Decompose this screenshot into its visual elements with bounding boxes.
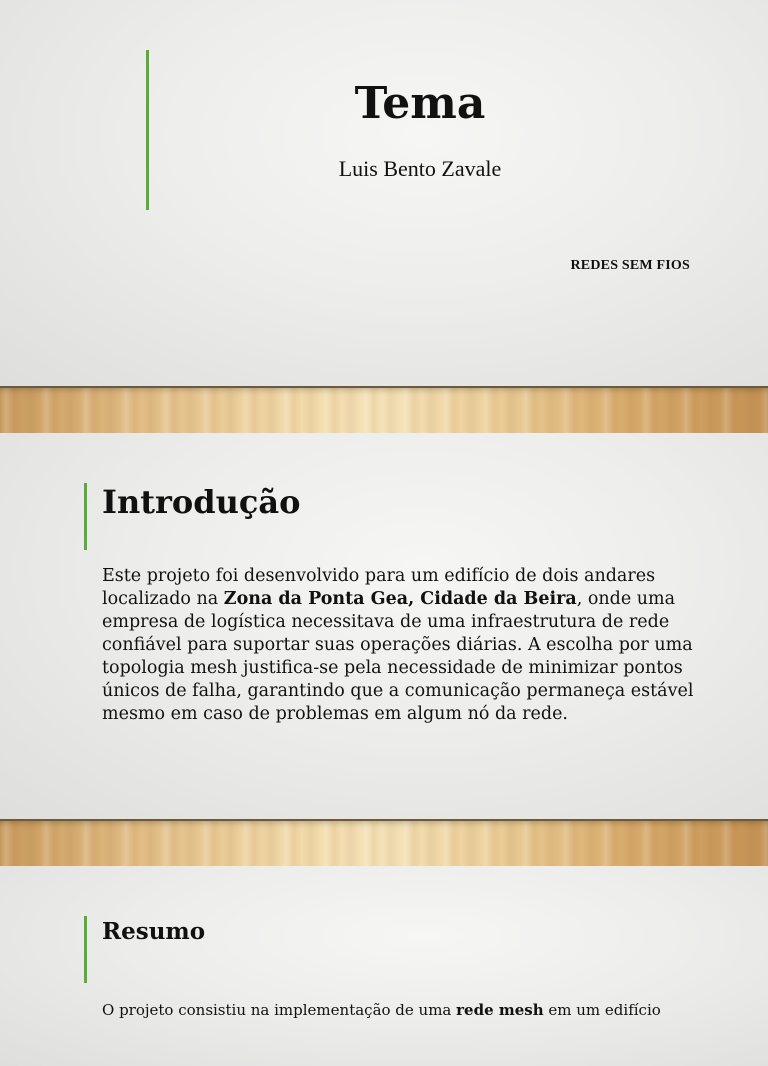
paragraph-text: O projeto consistiu na implementação de uma (102, 1001, 457, 1019)
author-name: Luis Bento Zavale (338, 156, 502, 181)
slide-title-text: Tema (354, 78, 486, 129)
summary-paragraph (102, 1000, 717, 1020)
paragraph-text: , onde uma empresa de logística necessitava de uma infraestrutura de rede confiável para suportar suas operações diárias. A escolha por uma topologia mesh justifica-se pela necessidade de minimizar pontos únicos de falha, garantindo que a comunicação permaneça estável mesmo em caso de problemas em algum nó da rede. (102, 589, 694, 724)
wood-divider (0, 819, 768, 867)
paragraph-bold-text: rede mesh (456, 1001, 544, 1019)
section-heading: Introdução (102, 483, 301, 521)
accent-bar (84, 483, 87, 550)
paragraph-text: em um edifício (543, 1001, 661, 1019)
slide-introduction (0, 433, 768, 819)
slide-summary (0, 866, 768, 1066)
paragraph-bold-text: Zona da Ponta Gea, Cidade da Beira (223, 589, 577, 609)
course-label: REDES SEM FIOS (570, 258, 690, 273)
section-heading: Resumo (102, 918, 206, 945)
paragraph-text: Este projeto foi desenvolvido para um edifício de dois andares localizado na (102, 566, 656, 609)
wood-divider (0, 386, 768, 434)
introduction-paragraph (102, 565, 717, 726)
slide-title (0, 0, 768, 386)
accent-bar (84, 916, 87, 983)
accent-bar (146, 50, 149, 210)
